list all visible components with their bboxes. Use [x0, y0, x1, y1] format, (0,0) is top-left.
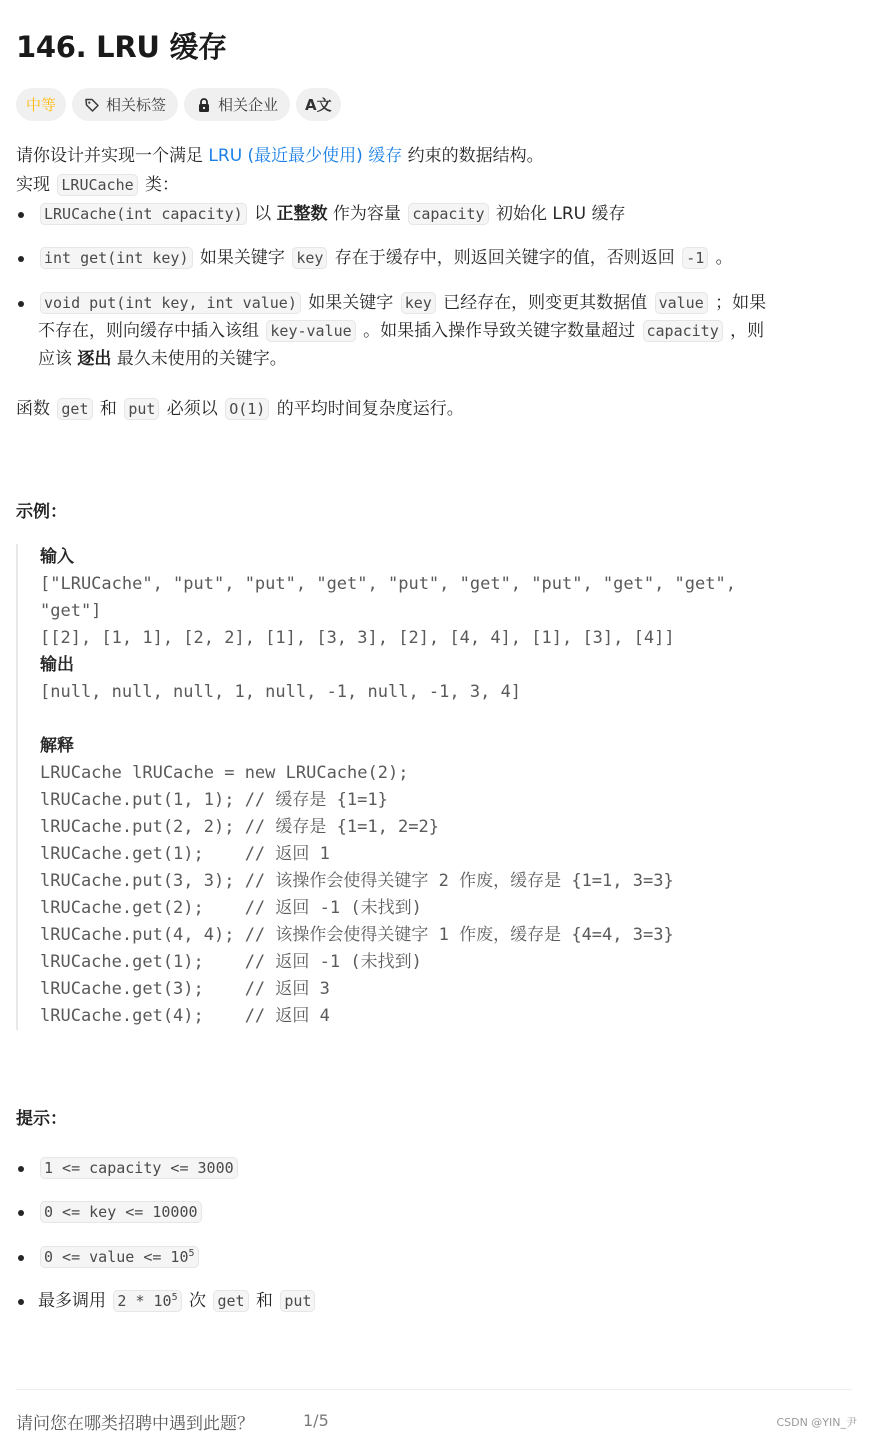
explain-line: lRUCache.get(1); // 返回 -1 (未找到): [40, 952, 422, 972]
difficulty-badge: [16, 88, 66, 121]
bold-text: 正整数: [276, 204, 328, 224]
bullet-dot: [16, 200, 38, 228]
method-bullet-put: [16, 289, 766, 373]
text: 的平均时间复杂度运行。: [271, 399, 464, 419]
text: 和: [250, 1291, 279, 1311]
explain-line: lRUCache.get(2); // 返回 -1 (未找到): [40, 898, 422, 918]
inline-code: put: [280, 1290, 315, 1312]
inline-code: capacity: [643, 320, 723, 342]
text: 最久未使用的关键字。: [111, 349, 287, 369]
inline-code: value: [655, 292, 708, 314]
explain-line: lRUCache.put(1, 1); // 缓存是 {1=1}: [40, 790, 388, 810]
text: 必须以: [161, 399, 224, 419]
inline-code: [40, 1246, 199, 1268]
input-label: 输入: [40, 547, 74, 567]
text: 如果关键字: [194, 248, 291, 268]
inline-code: put: [124, 398, 159, 420]
constraint-item: [16, 1243, 201, 1271]
text: 次: [183, 1291, 212, 1311]
inline-code: void put(int key, int value): [40, 292, 301, 314]
text: 应该: [38, 349, 78, 369]
text: 初始化 LRU 缓存: [490, 204, 626, 224]
output-label: 输出: [40, 655, 74, 675]
bold-text: 逐出: [77, 349, 112, 369]
text: ，则: [724, 321, 765, 341]
superscript: 5: [171, 1292, 178, 1303]
constraint-item: [16, 1287, 317, 1315]
code-text: 0 <= value <= 10: [44, 1248, 189, 1266]
output-line: [null, null, null, 1, null, -1, null, -1, 3, 4]: [40, 682, 522, 702]
inline-code: [113, 1290, 181, 1312]
bullet-dot: [16, 1287, 38, 1315]
bullet-dot: [16, 1198, 38, 1226]
text: 存在于缓存中，则返回关键字的值，否则返回: [329, 248, 681, 268]
divider: [16, 1389, 852, 1390]
recruitment-question[interactable]: 请问您在哪类招聘中遇到此题？: [16, 1414, 254, 1434]
tag-bar: [16, 88, 341, 121]
inline-code: LRUCache: [57, 174, 137, 196]
constraint-item: [16, 1154, 240, 1182]
text: 函数: [16, 399, 56, 419]
explain-line: LRUCache lRUCache = new LRUCache(2);: [40, 763, 409, 783]
input-line: ["LRUCache", "put", "put", "get", "put", "get", "put", "get", "get",: [40, 574, 736, 594]
text: 和: [94, 399, 123, 419]
constraint-item: [16, 1198, 204, 1226]
inline-code: LRUCache(int capacity): [40, 203, 247, 225]
text: 最多调用: [38, 1291, 112, 1311]
problem-title: 146. LRU 缓存: [16, 30, 227, 64]
lru-link[interactable]: LRU (最近最少使用) 缓存: [208, 146, 403, 166]
implement-line: [16, 171, 179, 199]
method-bullet-get: [16, 244, 733, 272]
implement-text: 实现: [16, 175, 56, 195]
text: 已经存在，则变更其数据值: [437, 293, 653, 313]
related-companies-button[interactable]: [184, 88, 290, 121]
inline-code: 0 <= key <= 10000: [40, 1201, 202, 1223]
inline-code: key: [401, 292, 436, 314]
inline-code: -1: [682, 247, 708, 269]
explain-line: lRUCache.put(4, 4); // 该操作会使得关键字 1 作废，缓存是 {4=4, 3=3}: [40, 925, 674, 945]
related-tags-button[interactable]: [72, 88, 178, 121]
explain-line: lRUCache.put(2, 2); // 缓存是 {1=1, 2=2}: [40, 817, 439, 837]
explain-line: lRUCache.get(1); // 返回 1: [40, 844, 330, 864]
inline-code: 1 <= capacity <= 3000: [40, 1157, 238, 1179]
constraints-heading: 提示：: [16, 1109, 67, 1129]
text: 以: [248, 204, 277, 224]
input-line: "get"]: [40, 601, 102, 621]
text: 如果关键字: [302, 293, 399, 313]
bullet-dot: [16, 1154, 38, 1182]
explain-line: lRUCache.get(4); // 返回 4: [40, 1006, 330, 1026]
explain-line: lRUCache.get(3); // 返回 3: [40, 979, 330, 999]
inline-code: int get(int key): [40, 247, 193, 269]
inline-code: capacity: [408, 203, 488, 225]
inline-code: key: [292, 247, 327, 269]
inline-code: key-value: [266, 320, 355, 342]
inline-code: get: [57, 398, 92, 420]
explain-label: 解释: [40, 736, 74, 756]
translate-button[interactable]: [296, 88, 341, 121]
intro-text-suffix: 约束的数据结构。: [402, 146, 544, 166]
text: 。: [710, 248, 733, 268]
explain-line: lRUCache.put(3, 3); // 该操作会使得关键字 2 作废，缓存是 {1=1, 3=3}: [40, 871, 674, 891]
bullet-dot: [16, 289, 38, 373]
text: ；如果: [709, 293, 767, 313]
inline-code: O(1): [225, 398, 269, 420]
input-line: [[2], [1, 1], [2, 2], [1], [3, 3], [2], [4, 4], [1], [3], [4]]: [40, 628, 675, 648]
difficulty-label: 中等: [26, 96, 57, 114]
translate-icon: A文: [305, 96, 332, 114]
intro-text: 请你设计并实现一个满足: [16, 146, 209, 166]
tag-icon: [84, 97, 100, 113]
bullet-dot: [16, 1243, 38, 1271]
example-block: [16, 544, 846, 1030]
example-heading: 示例：: [16, 502, 67, 522]
inline-code: get: [213, 1290, 248, 1312]
text: 不存在，则向缓存中插入该组: [38, 321, 265, 341]
complexity-paragraph: [16, 395, 464, 423]
intro-paragraph: [16, 142, 544, 170]
text: 。如果插入操作导致关键字数量超过: [357, 321, 641, 341]
superscript: 5: [188, 1248, 195, 1259]
lock-icon: [196, 97, 212, 113]
watermark: CSDN @YIN_尹: [776, 1416, 857, 1429]
related-tags-label: 相关标签: [106, 96, 167, 114]
code-text: 2 * 10: [117, 1292, 172, 1310]
bullet-dot: [16, 244, 38, 272]
related-companies-label: 相关企业: [218, 96, 279, 114]
survey-pager: 1/5: [303, 1411, 329, 1430]
implement-suffix: 类：: [139, 175, 180, 195]
method-bullet-constructor: [16, 200, 626, 228]
text: 作为容量: [327, 204, 407, 224]
